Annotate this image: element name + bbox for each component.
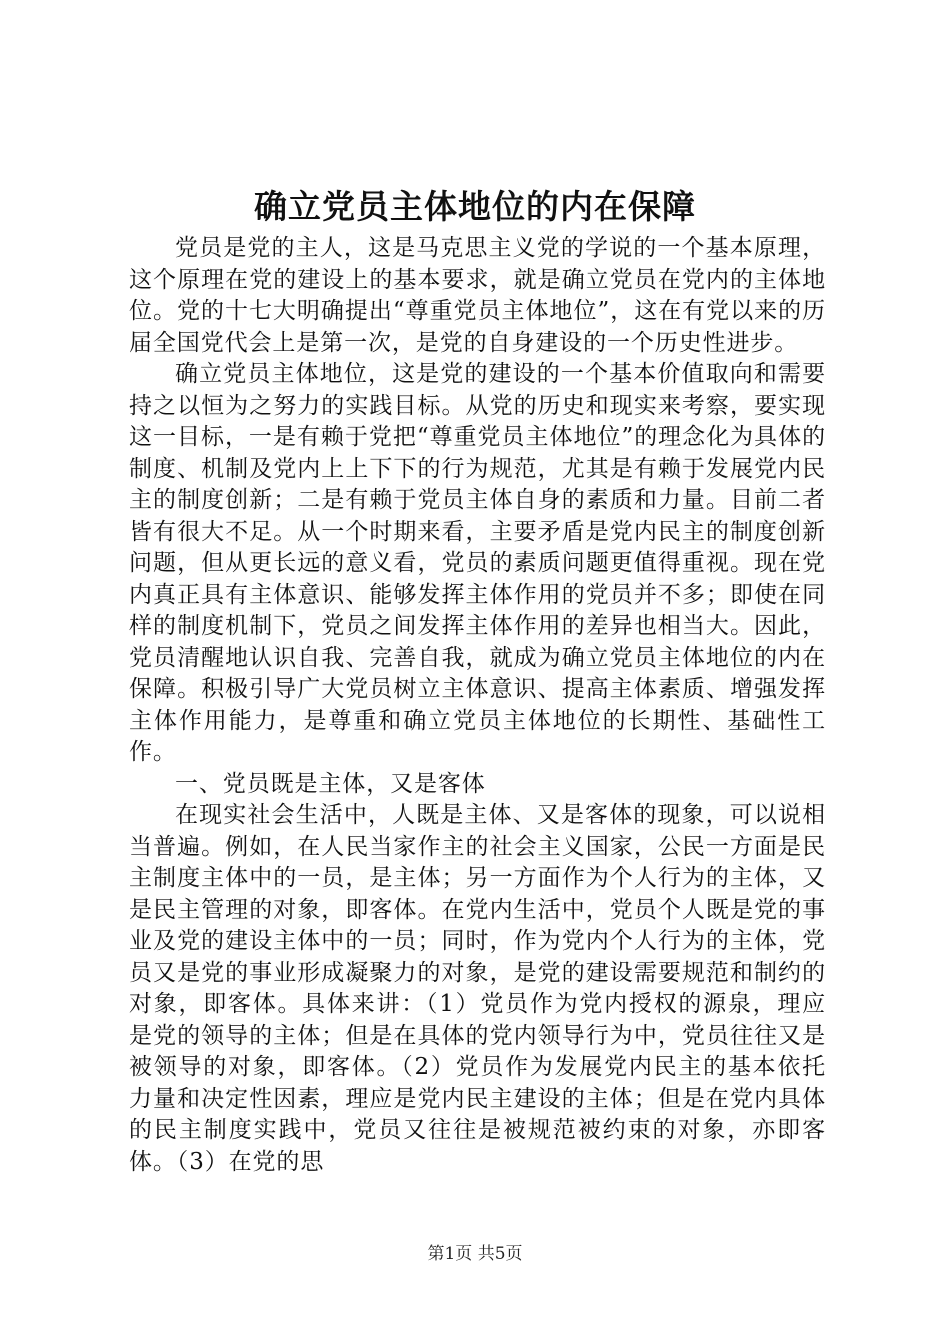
document-title: 确立党员主体地位的内在保障 (254, 187, 696, 226)
document-body (129, 233, 826, 1178)
page-number-footer: 第1页 共5页 (427, 1244, 523, 1264)
paragraph-section-one: 在现实社会生活中，人既是主体、又是客体的现象，可以说相当普遍。例如，在人民当家作主的社会主义国家，公民一方面是民主制度主体中的一员，是主体；另一方面作为个人行为的主体，又是民主管理的对象，即客体。在党内生活中，党员个人既是党的事业及党的建设主体中的一员；同时，作为党内个人行为的主体，党员又是党的事业形成凝聚力的对象，是党的建设需要规范和制约的对象，即客体。具体来讲：（1）党员作为党内授权的源泉，理应是党的领导的主体；但是在具体的党内领导行为中，党员往往又是被领导的对象，即客体。（2）党员作为发展党内民主的基本依托力量和决定性因素，理应是党内民主建设的主体；但是在党内具体的民主制度实践中，党员又往往是被规范被约束的对象，亦即客体。（3）在党的思 (129, 802, 826, 1175)
section-heading: 一、党员既是主体，又是客体 (175, 770, 486, 797)
paragraph-goal: 确立党员主体地位，这是党的建设的一个基本价值取向和需要持之以恒为之努力的实践目标。从党的历史和现实来考察，要实现这一目标，一是有赖于党把“尊重党员主体地位”的理念化为具体的制度、机制及党内上上下下的行为规范，尤其是有赖于发展党内民主的制度创新；二是有赖于党员主体自身的素质和力量。目前二者皆有很大不足。从一个时期来看，主要矛盾是党内民主的制度创新问题，但从更长远的意义看，党员的素质问题更值得重视。现在党内真正具有主体意识、能够发挥主体作用的党员并不多；即使在同样的制度机制下，党员之间发挥主体作用的差异也相当大。因此，党员清醒地认识自我、完善自我，就成为确立党员主体地位的内在保障。积极引导广大党员树立主体意识、提高主体素质、增强发挥主体作用能力，是尊重和确立党员主体地位的长期性、基础性工作。 (129, 361, 826, 765)
paragraph-intro: 党员是党的主人，这是马克思主义党的学说的一个基本原理，这个原理在党的建设上的基本要求，就是确立党员在党内的主体地位。党的十七大明确提出“尊重党员主体地位”，这在有党以来的历届全国党代会上是第一次，是党的自身建设的一个历史性进步。 (129, 235, 826, 356)
